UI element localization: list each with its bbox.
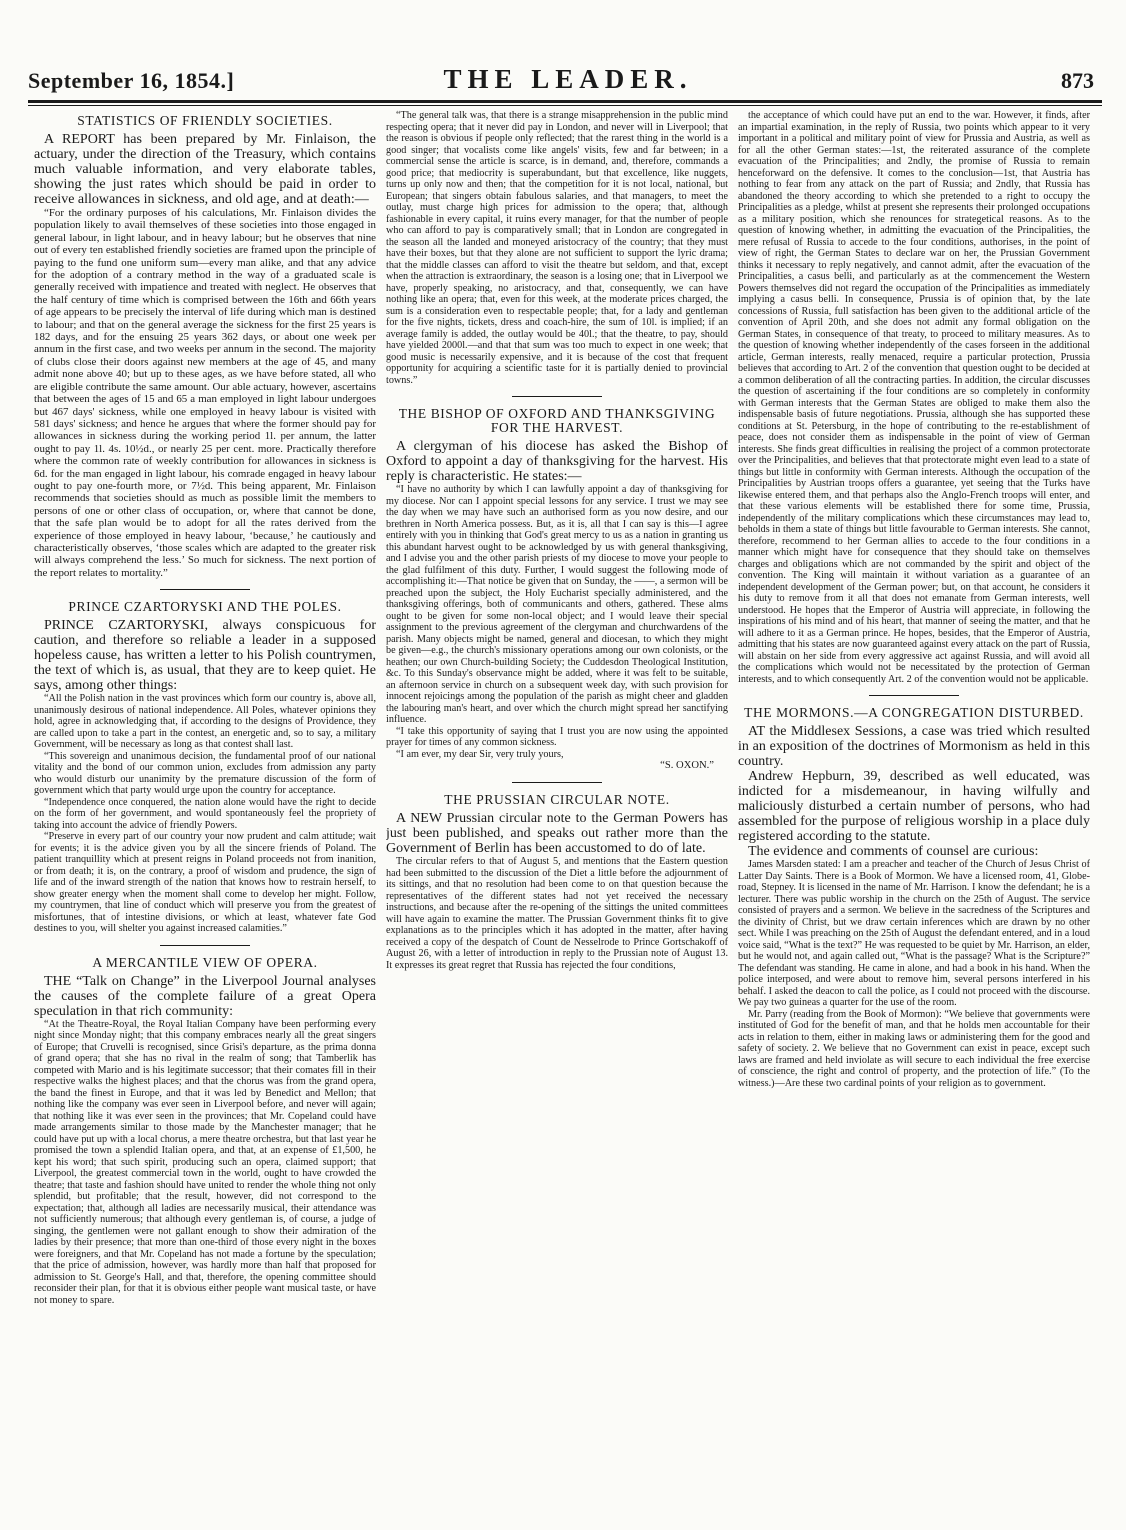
article-intro: A REPORT has been prepared by Mr. Finlaison, the actuary, under the direction of the Treasury, which contains much valuable information, and very elaborate tables, showing the just rates which should be paid in order to receive allowances in sickness, and old age, and at death:—: [34, 132, 376, 207]
article-intro: AT the Middlesex Sessions, a case was tried which resulted in an exposition of the doctrines of Mormonism as held in this country.: [738, 724, 1090, 769]
article-opera: [34, 956, 376, 1307]
article-quote: “Preserve in every part of our country your now prudent and calm attitude; wait for events; it is the advice given you by all the sincere friends of Poland. The patient tranquillity which at present reigns in Poland proceeds not from inanition, or from death; it is, on the contrary, a proof of wisdom and prudence, the sign of life and of the inward strength of the nation that knows how to restrain herself, to show greater energy when the moment shall come to develop her might. Follow, my countrymen, that line of conduct which will preserve you from the greatest of misfortunes, that of intestine divisions, or which at least, whatever fate God destines to you, will shelter you against increased calamities.”: [34, 831, 376, 935]
column-middle: [386, 110, 728, 1515]
article-heading: THE PRUSSIAN CIRCULAR NOTE.: [444, 792, 670, 808]
article-intro: A clergyman of his diocese has asked the Bishop of Oxford to appoint a day of thanksgiving for the harvest. His reply is characteristic. He states:—: [386, 439, 728, 484]
article-intro: THE “Talk on Change” in the Liverpool Journal analyses the causes of the complete failure of a great Opera speculation in that rich community:: [34, 973, 376, 1019]
page-number: 873: [1061, 68, 1094, 93]
article-heading: STATISTICS OF FRIENDLY SOCIETIES.: [77, 113, 333, 128]
article-heading: THE MORMONS.—A CONGREGATION DISTURBED.: [744, 705, 1084, 720]
article-body-continued: the acceptance of which could have put an end to the war. However, it finds, after an impartial examination, in the reply of Russia, two points which appear to it very important in a political and military point of view for Prussia and Austria, as well as for all the other German states:—1st, the reiterated assurance of the complete evacuation of the Principalities; and 2ndly, the promise of Russia to remain henceforward on the defensive. It comes to the conclusion—1st, that Austria has nothing to fear from any attack on the part of Russia; and 2ndly, that Russia has abandoned the theory according to which she pretended to a right to occupy the Principalities as a pledge, whilst at present she represents their prolonged occupations as a military position, which she renounces for strategetical reasons. As to the question of knowing whether, in admitting the evacuation of the Principalities, the mere refusal of Russia to accede to the four conditions, authorises, in the point of view of right, the German States to declare war on her, the Prussian Government thinks it necessary to reply negatively, and cannot admit, after the evacuation of the Principalities, a casus belli, and particularly as at the commencement the Western Powers themselves did not regard the occupation of the Principalities as immediately implying a casus belli. In consequence, Prussia is of opinion that, by the late concessions of Russia, full satisfaction has been given to the additional article of the convention of April 20th, and she does not admit any formal obligation on the German States, in consequence of that treaty, to proceed to military measures. As to the question of knowing whether independently of the cases forseen in the additional article, German interests, really menaced, require a particular protection, Prussia believes that according to Art. 2 of the convention that question ought to be decided at a common deliberation of all the contracting parties. In addition, the circular discusses the question of ascertaining if the four conditions are so completely in conformity with German interests that the German States are obliged to make them also the indispensable basis of future negotiations. Prussia, although she has supported these conditions at St. Petersburg, in the hope of contributing to the re-establishment of peace, does not consider them as indispensable in the point of view of German interests. She finds great difficulties in realising the project of a common protectorate over the Principalities, and believes that that protectorate might even lead to a state of things but little in conformity with German interests. Although the occupation of the Principalities by Austrian troops offers a guarantee, yet seeing that the Turks have likewise entered them, and that perhaps also the Anglo-French troops will enter, and that these various elements will be established there for some time, Prussia, independently of the military complications which these circumstances may lead to, beholds in them a state of things but little favourable to German interests. She cannot, therefore, recommend to her German allies to accede to the four conditions in a manner which might have for consequence that they should take on themselves charges and obligations which are not commanded by the spirit and object of the convention. The King will maintain it without variation as a guarantee of an independent development of the German power; but, on that account, he considers it his duty to remove from it all that does not emanate from German interests, well understood. He hopes that the Emperor of Austria will appreciate, in following the inspirations of his mind and of his heart, that manner of seeing the matter, and that he will adhere to it as a German prince. He hopes, besides, that the Emperor of Austria, admitting that his states are now guaranteed against every attack on the part of Russia, will abstain on her side from every aggressive act against Russia, and will avoid all the complications which would not be necessitated by the protection of German interests, and to which consequently Art. 2 of the convention would not be applicable.: [738, 110, 1090, 685]
article-quote: “At the Theatre-Royal, the Royal Italian Company have been performing every night since Monday night; that this company embraces nearly all the great singers of Europe; that Cruvelli is recognised, since Grisi's departure, as the prima donna of grand opera; that she has no rival in the realm of song; that Tamberlik has competed with Mario and is his legitimate successor; that their comates fill in their respective walks the highest places; and that the chorus was from the grand opera, the band the finest in Europe, and that it was led by Benedict and Mellon; that nothing like the company was ever seen in Liverpool before, and never will again; that nothing like it was ever seen in the provinces; that Mr. Copeland could have made arrangements similar to those made by the Manchester manager; that he could have put up with a local chorus, a mere theatre orchestra, but that last year he promised the town a splendid Italian opera, and that, at an expense of £1,500, he kept his word; that such spirit, producing such an opera, claimed support; that Liverpool, the greatest commercial town in the world, ought to have crowded the theatre; that taste and fashion should have united to render the whole thing not only splendid, but profitable; that the result, however, did not correspond to the expectation; that, although all ladies are necessarily musical, their attendance was not sufficiently numerous; that although every gentleman is, of course, a judge of singing, the gentlemen were not gallant enough to show their admiration of the ladies by their presence; that more than one-third of those every night in the boxes were foreigners, and that Mr. Copeland has not made a fortune by the speculation; that the price of admission, however, was hardly more than half that proposed for admission to St. George's Hall, and that, therefore, the opening committee should reconsider their plan, for that it is obvious either people want musical taste, or have not money to spare.: [34, 1018, 376, 1306]
column-divider: [512, 396, 602, 397]
article-heading: PRINCE CZARTORYSKI AND THE POLES.: [68, 599, 342, 615]
letter-signature: “S. OXON.”: [660, 760, 714, 771]
column-right: [738, 110, 1090, 1515]
article-heading: THE BISHOP OF OXFORD AND THANKSGIVING FOR THE HARVEST.: [398, 406, 716, 435]
column-divider: [869, 695, 959, 696]
header-rule: [28, 100, 1102, 103]
article-quote: “I have no authority by which I can lawfully appoint a day of thanksgiving for my diocese. Nor can I appoint special lessons for any service. I trust we may see the day when we may have such an authorised form as you now desire, and our brethren in North America possess. But, as it is, all that I can say is this—I agree entirely with you in thinking that God's great mercy to us as a nation in granting us this abundant harvest ought to be acknowledged by us with general thanksgiving, and I advise you and the other parish priests of my diocese to move your people to the glad fulfilment of this duty. Further, I would suggest the following mode of accomplishing it:—That notice be given that on Sunday, the ——, a sermon will be preached upon the subject, the Holy Eucharist specially administered, and the thanksgiving offerings, both of communicants and others, gathered. These alms ought to be given for some non-local object; and I would leave their special assignment to the previous agreement of the clergyman and churchwardens of the parish. Many objects might be named, general and diocesan, to which they might be given—e.g., the church's missionary operations among our own colonists, or the heathen; our own Church-building Society; the Cuddesdon Theological Institution, &c. To this Sunday's observance might be added, where it was felt to be suitable, an afternoon service in church on a subsequent week day, with such provision for innocent rejoicings among the population of the parish as might cheer and gladden the labouring man's heart, and over which the church might spread her sanctifying influence.: [386, 484, 728, 725]
article-quote: “Independence once conquered, the nation alone would have the right to decide on the form of her government, and would spontaneously feel the propriety of taking into account the advice of friendly Powers.: [34, 796, 376, 831]
article-czartoryski: [34, 600, 376, 935]
header-rule-thin: [28, 105, 1102, 106]
article-quote: “For the ordinary purposes of his calculations, Mr. Finlaison divides the population likely to avail themselves of these societies into those engaged in general labour, in light labour, and in heavy labour; but he observes that nine out of every ten established friendly societies are framed upon the principle of paying to the fund one uniform sum—every man alike, and that any advice for the adoption of a contrary method in the way of a graduated scale is generally received with impatience and treated with neglect. He observes that the half century of time which is comprised between the 16th and 66th years of age appears to be precisely the interval of life during which man is destined to labour; and that on the general average the sickness for the first 25 years is 182 days, and for the ensuing 25 years 362 days, or about one week per annum in the first case, and two weeks per annum in the second. The majority of clubs close their doors against new members at the age of 45, and many admit none above 40; but up to these ages, as we have before stated, all who are eligible contribute the same amount. Our able actuary, however, ascertains that between the ages of 15 and 65 a man employed in light labour undergoes but 467 days' sickness, while one employed in heavy labour is visited with 581 days' sickness; and hence he argues that where the former should pay for allowances in sickness during the working period 1l. per annum, the latter ought to pay 1l. 4s. 10½d., or nearly 25 per cent. more. Practically therefore where the common rate of weekly contribution for allowances in sickness is 6d. for the man engaged in light labour, his comrade engaged in heavy labour ought to pay one-fourth more, or 7½d. This being apparent, Mr. Finlaison recommends that societies should as much as possible limit the members to persons of one or other class of occupation, or, where that cannot be done, that the safe plan would be to adopt for all the rates derived from the experience of those employed in heavy labour, ‘because,’ he cautiously and characteristically observes, ‘those scales which are adapted to the greater risk will always comprehend the less.’ So much for sickness. The next portion of the report relates to mortality.”: [34, 207, 376, 579]
article-prussian-note: [386, 793, 728, 971]
letter-closing: “I am ever, my dear Sir, very truly yours,: [396, 748, 564, 760]
article-heading: A MERCANTILE VIEW OF OPERA.: [92, 954, 318, 970]
column-divider: [160, 945, 250, 946]
masthead: [28, 62, 1108, 102]
newspaper-title: THE LEADER.: [443, 64, 693, 94]
article-intro: PRINCE CZARTORYSKI, always conspicuous for caution, and therefore so reliable a leader in a supposed hopeless cause, has written a letter to his Polish countrymen, the text of which is, as usual, that they are to keep quiet. He says, among other things:: [34, 618, 376, 694]
article-intro: Andrew Hepburn, 39, described as well educated, was indicted for a misdemeanour, in having wilfully and maliciously disturbed a certain number of persons, who had assembled for the purpose of religious worship in a place duly registered according to the statute.: [738, 769, 1090, 844]
article-body: Mr. Parry (reading from the Book of Mormon): “We believe that governments were instituted of God for the benefit of man, and that he holds men accountable for their acts in relation to them, either in making laws or administering them for the good and safety of society. 2. We believe that no Government can exist in peace, except such laws are framed and held inviolate as will secure to each individual the free exercise of conscience, the right and control of property, and the protection of life.” (To the witness.)—Are these two cardinal points of your religion as to government.: [738, 1008, 1090, 1089]
column-divider: [512, 782, 602, 783]
column-divider: [160, 589, 250, 590]
article-intro: The evidence and comments of counsel are curious:: [748, 844, 1039, 859]
issue-date: September 16, 1854.]: [28, 68, 235, 93]
article-quote: “All the Polish nation in the vast provinces which form our country is, above all, unanimously desirous of national independence. All Poles, whatever opinions they hold, agree in acknowledging that, if according to the designs of Providence, they are called upon to take a part in the contest, an energetic and, so to say, a military Government, will be necessary as long as that contest shall last.: [34, 693, 376, 751]
article-quote-continued: “The general talk was, that there is a strange misapprehension in the public mind respecting opera; that it never did pay in London, and never will in Liverpool; that the reason is obvious if people only reflected; that the rarest thing in the world is a good singer; that vocalists come like angels' visits, few and far between; in a commercial sense the article is scarce, is in demand, and, therefore, commands a good price; that mediocrity is superabundant, but that excellence, like nuggets, turns up only now and then; that the competition for it is not local, national, but European; that singers obtain fabulous salaries, and that managers, to meet the outlay, must charge high prices for admission to the opera; that, although fashionable in every capital, it ruins every manager, for that the number of people who can afford to pay is comparatively small; that in London are congregated in the season all the landed and moneyed aristocracy of the country; that they must have their boxes, but that they alone are not sufficient to support the lyric drama; that the middle classes can afford to visit the theatre but seldom, and that, except when the attraction is extraordinary, the season is a losing one; that in Liverpool we have, properly speaking, no aristocracy, and that, consequently, we can have nothing like an opera; that, even for this week, at the moderate prices charged, the sum is a consideration even to respectable people; that, for a lady and gentleman for the five nights, tickets, dress and coach-hire, the sum of 10l. is implied; if an average family is added, the outlay would be 40l.; that the theatre, to pay, should have yielded 2000l.—and that that sum was too much to expect in one week; that good music is necessarily expensive, and it is because of the cost that frequent opportunity for acquiring a scientific taste for it is partially denied to provincial towns.”: [386, 110, 728, 386]
article-intro: A NEW Prussian circular note to the German Powers has just been published, and speaks out rather more than the Government of Berlin has been accustomed to do of late.: [386, 811, 728, 857]
article-quote: “This sovereign and unanimous decision, the fundamental proof of our national vitality and the bond of our common union, excludes from admission any party who would disturb our unanimity by the premature discussion of the form of government which that party would urge upon the country for acceptance.: [34, 750, 376, 797]
column-left: [34, 110, 376, 1515]
article-body: James Marsden stated: I am a preacher and teacher of the Church of Jesus Christ of Latter Day Saints. There is a Book of Mormon. We have a licensed room, 41, Globe-road, Stepney. It is licensed in the name of Mr. Harrison. I know the defendant; he is a lecturer. There was public worship in the church on the 25th of August. The service consisted of prayers and a sermon. We believe in the sacredness of the Scriptures and the divinity of Christ, but we draw certain inferences which are drawn by no other sect. While I was preaching on the 25th of August the defendant entered, and in a loud voice said, “What is the text?” He was requested to be quiet by Mr. Harrison, an elder, but he would not, and again called out, “What is the passage? What is the Scripture?” The defendant was standing. He came in alone, and had a book in his hand. When the police interposed, and were about to remove him, several persons interfered in his behalf. I asked the deacon to call the police, as I could not proceed with the discourse. We pay two guineas a quarter for the use of the room.: [738, 859, 1090, 1008]
article-friendly-societies: [34, 114, 376, 579]
article-body: The circular refers to that of August 5, and mentions that the Eastern question had been submitted to the discussion of the Diet a little before the adjournment of its sittings, and that no resolution had been come to on that question because the representatives of the different states had not yet received the necessary instructions, and because after the re-opening of the sittings the united committees will have again to examine the matter. The Prussian Government thinks fit to give explanations as to the principles which it has adopted in the matter, after having received a copy of the despatch of Count de Nesselrode to Prince Gortschakoff of August 26, with a letter of introduction in reply to the Prussian note of August 13. It expresses its great regret that Russia has rejected the four conditions,: [386, 856, 728, 971]
article-quote: “I take this opportunity of saying that I trust you are now using the appointed prayer for times of any common sickness.: [386, 725, 728, 748]
article-bishop-oxford: [386, 407, 728, 772]
article-mormons: [738, 706, 1090, 1089]
